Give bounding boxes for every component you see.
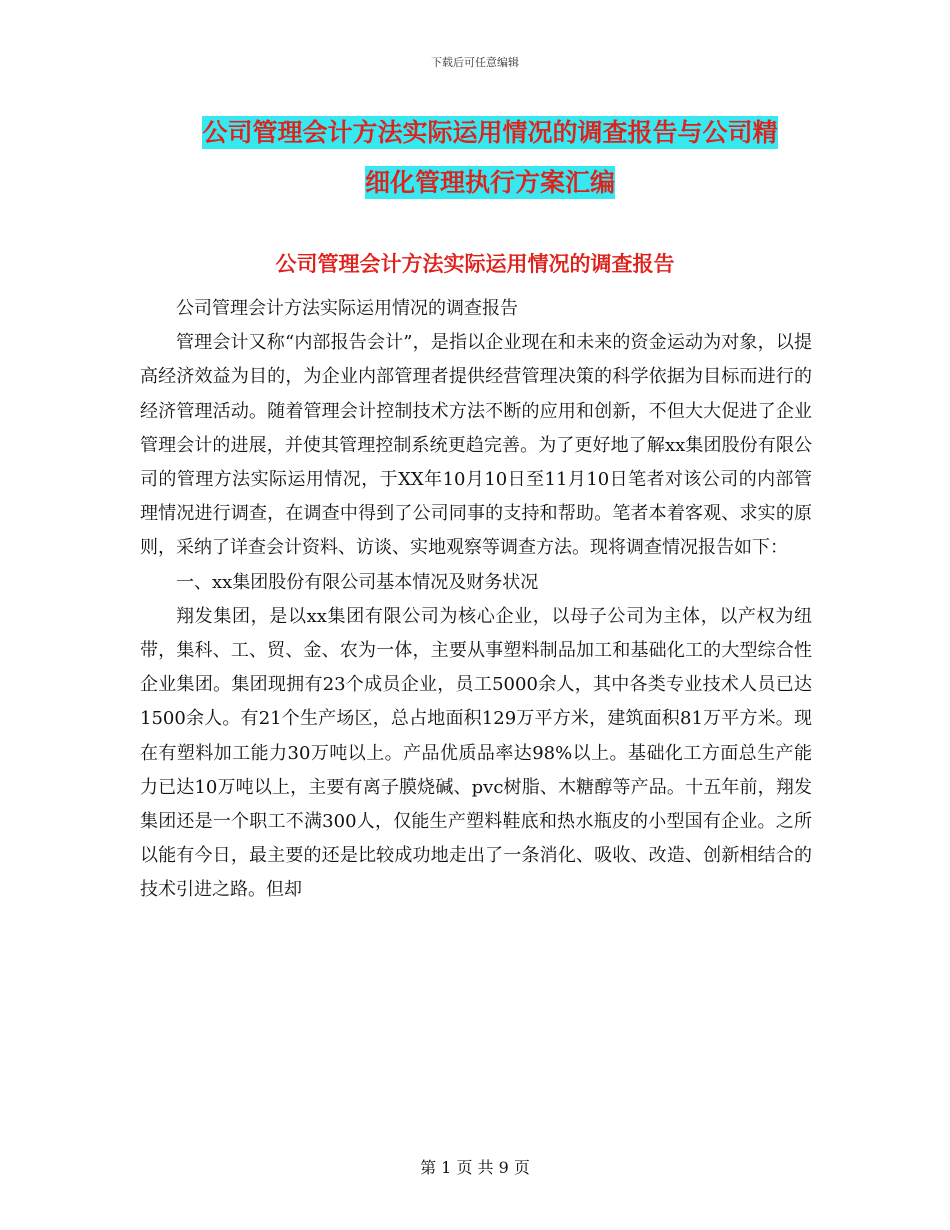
body-text [140, 292, 812, 908]
document-title-line-2: 细化管理执行方案汇编 [364, 168, 615, 197]
paragraph-heading-1: 一、xx集团股份有限公司基本情况及财务状况 [176, 571, 539, 593]
document-title-line-1: 公司管理会计方法实际运用情况的调查报告与公司精 [202, 118, 778, 147]
page-footer: 第 1 页 共 9 页 [420, 1158, 530, 1177]
header-note: 下载后可任意编辑 [431, 56, 519, 69]
section-title: 公司管理会计方法实际运用情况的调查报告 [275, 251, 675, 276]
document-title [140, 108, 840, 208]
paragraph-company-profile: 翔发集团，是以xx集团有限公司为核心企业，以母子公司为主体，以产权为纽带，集科、工、贸、金、农为一体，主要从事塑料制品加工和基础化工的大型综合性企业集团。集团现拥有23个成员企业，员工5000余人，其中各类专业技术人员已达1500余人。有21个生产场区，总占地面积129万平方米，建筑面积81万平方米。现在有塑料加工能力30万吨以上。产品优质品率达98%以上。基础化工方面总生产能力已达10万吨以上，主要有离子膜烧碱、pvc树脂、木糖醇等产品。十五年前，翔发集团还是一个职工不满300人，仅能生产塑料鞋底和热水瓶皮的小型国有企业。之所以能有今日，最主要的还是比较成功地走出了一条消化、吸收、改造、创新相结合的技术引进之路。但却 [140, 605, 812, 901]
paragraph-report-name: 公司管理会计方法实际运用情况的调查报告 [176, 298, 518, 319]
paragraph-intro: 管理会计又称“内部报告会计”，是指以企业现在和未来的资金运动为对象，以提高经济效益为目的，为企业内部管理者提供经营管理决策的科学依据为目标而进行的经济管理活动。随着管理会计控制技术方法不断的应用和创新，不但大大促进了企业管理会计的进展，并使其管理控制系统更趋完善。为了更好地了解xx集团股份有限公司的管理方法实际运用情况，于XX年10月10日至11月10日笔者对该公司的内部管理情况进行调查，在调查中得到了公司同事的支持和帮助。笔者本着客观、求实的原则，采纳了详查会计资料、访谈、实地观察等调查方法。现将调查情况报告如下： [140, 332, 812, 559]
